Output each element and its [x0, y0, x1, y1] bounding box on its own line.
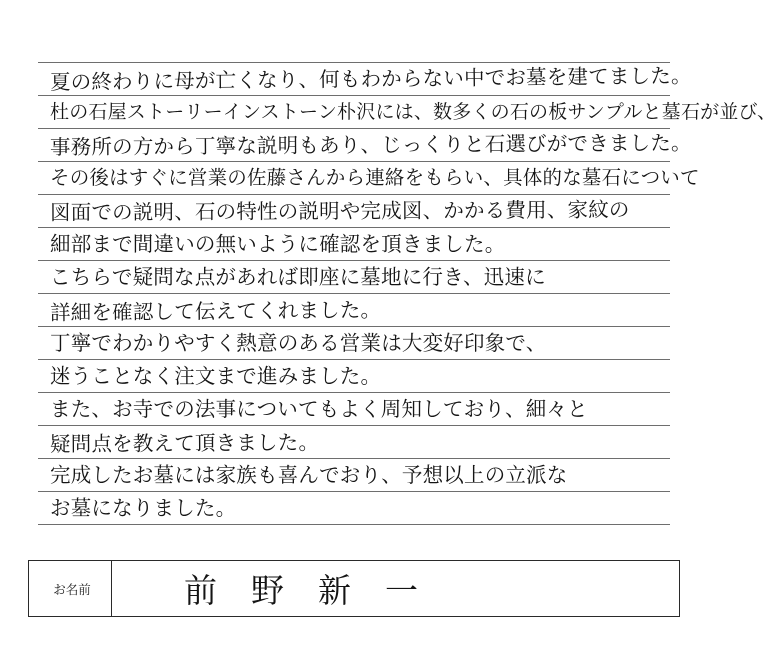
letter-line: 事務所の方から丁寧な説明もあり、じっくりと石選びができました。: [49, 130, 692, 160]
customer-name: 前野新一: [184, 571, 452, 610]
ruled-line: [38, 260, 670, 261]
letter-line: 杜の石屋ストーリーインストーン朴沢には、数多くの石の板サンプルと墓石が並び、: [50, 101, 776, 123]
name-label: お名前: [53, 581, 91, 597]
letter-line: 夏の終わりに母が亡くなり、何もわからない中でお墓を建てました。: [49, 63, 692, 95]
letter-line: 疑問点を教えて頂きました。: [49, 430, 320, 457]
ruled-line: [38, 392, 670, 393]
letter-line: 丁寧でわかりやすく熱意のある営業は大変好印象で、: [50, 331, 547, 355]
letter-line: 迷うことなく注文まで進みました。: [50, 364, 382, 388]
ruled-line: [38, 524, 670, 525]
letter-line: また、お寺での法事についてもよく周知しており、細々と: [50, 397, 588, 421]
name-box-divider: [111, 561, 112, 616]
ruled-line: [38, 491, 670, 492]
name-box: [28, 560, 680, 617]
letter-line: こちらで疑問な点があれば即座に墓地に行き、迅速に: [50, 265, 546, 289]
letter-line: その後はすぐに営業の佐藤さんから連絡をもらい、具体的な墓石について: [50, 166, 700, 189]
letter-line: お墓になりました。: [50, 496, 237, 520]
ruled-line: [38, 359, 670, 360]
letter-line: 完成したお墓には家族も喜んでおり、予想以上の立派な: [50, 463, 568, 487]
letter-line: 詳細を確認して伝えてくれました。: [49, 297, 382, 325]
letter-line: 細部まで間違いの無いように確認を頂きました。: [50, 232, 506, 256]
letter-line: 図面での説明、石の特性の説明や完成図、かかる費用、家紋の: [49, 197, 630, 225]
